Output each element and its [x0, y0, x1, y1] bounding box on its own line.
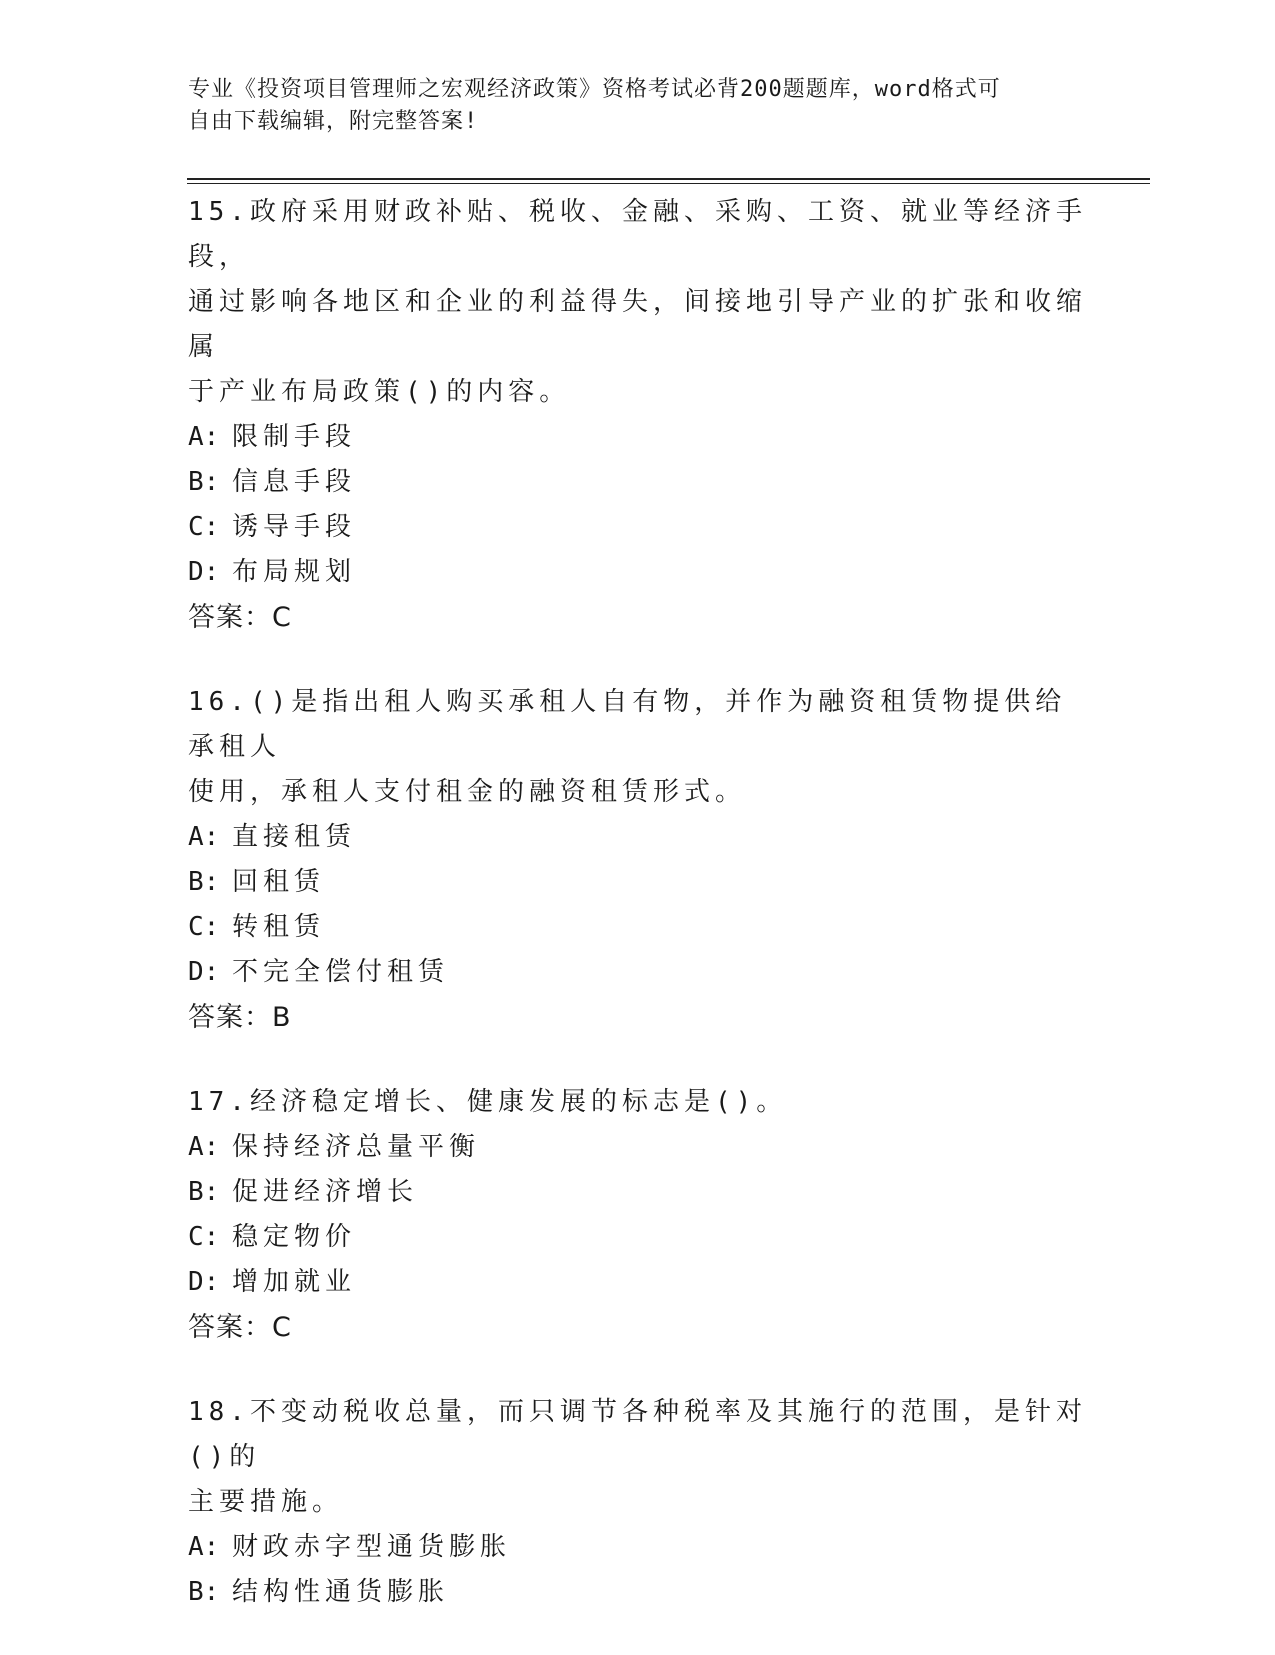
option-letter: D:: [188, 557, 220, 587]
question-line: 18.不变动税收总量，而只调节各种税率及其施行的范围，是针对()的: [188, 1397, 1087, 1472]
answer: 答案：C: [188, 602, 292, 633]
option-c: [188, 905, 1088, 950]
option-letter: C:: [188, 512, 220, 542]
question-16: [188, 680, 1088, 1040]
option-letter: C:: [188, 912, 220, 942]
option-letter: B:: [188, 867, 220, 897]
option-text: 增加就业: [232, 1267, 357, 1297]
option-text: 诱导手段: [232, 512, 357, 542]
option-c: [188, 1215, 1088, 1260]
option-a: [188, 1125, 1088, 1170]
option-text: 财政赤字型通货膨胀: [232, 1532, 512, 1562]
question-text: [188, 190, 1088, 415]
option-text: 促进经济增长: [232, 1177, 419, 1207]
option-text: 限制手段: [232, 422, 357, 452]
question-15: [188, 190, 1088, 640]
option-letter: A:: [188, 1132, 220, 1162]
option-letter: C:: [188, 1222, 220, 1252]
option-letter: D:: [188, 957, 220, 987]
option-text: 布局规划: [232, 557, 357, 587]
option-text: 转租赁: [232, 912, 326, 942]
option-a: [188, 815, 1088, 860]
option-b: [188, 460, 1088, 505]
question-text: [188, 1390, 1088, 1525]
option-text: 保持经济总量平衡: [232, 1132, 481, 1162]
option-text: 回租赁: [232, 867, 326, 897]
option-letter: A:: [188, 422, 220, 452]
question-text: [188, 680, 1088, 815]
header-rule-thick: [187, 178, 1150, 180]
question-line: 使用，承租人支付租金的融资租赁形式。: [188, 777, 747, 807]
option-letter: B:: [188, 1177, 220, 1207]
option-d: [188, 1260, 1088, 1305]
question-line: 通过影响各地区和企业的利益得失，间接地引导产业的扩张和收缩属: [188, 287, 1088, 362]
question-line: 主要措施。: [188, 1487, 344, 1517]
answer: 答案：B: [188, 1002, 292, 1033]
question-line: 16.()是指出租人购买承租人自有物，并作为融资租赁物提供给承租人: [188, 687, 1067, 762]
option-a: [188, 1525, 1088, 1570]
option-d: [188, 950, 1088, 995]
option-text: 稳定物价: [232, 1222, 357, 1252]
option-letter: A:: [188, 1532, 220, 1562]
document-header: [188, 74, 1068, 138]
option-letter: D:: [188, 1267, 220, 1297]
answer: 答案：C: [188, 1312, 292, 1343]
option-a: [188, 415, 1088, 460]
option-letter: B:: [188, 467, 220, 497]
question-text: [188, 1080, 1088, 1125]
header-rule-thin: [187, 183, 1150, 184]
option-b: [188, 1170, 1088, 1215]
question-line: 15.政府采用财政补贴、税收、金融、采购、工资、就业等经济手段，: [188, 197, 1087, 272]
option-d: [188, 550, 1088, 595]
question-18: [188, 1390, 1088, 1615]
option-c: [188, 505, 1088, 550]
option-letter: A:: [188, 822, 220, 852]
option-text: 信息手段: [232, 467, 357, 497]
option-text: 直接租赁: [232, 822, 357, 852]
question-line: 于产业布局政策()的内容。: [188, 377, 571, 407]
question-list: [188, 190, 1088, 1655]
header-line-1: 专业《投资项目管理师之宏观经济政策》资格考试必背200题题库，word格式可: [188, 77, 1001, 102]
option-letter: B:: [188, 1577, 220, 1607]
option-text: 不完全偿付租赁: [232, 957, 450, 987]
option-text: 结构性通货膨胀: [232, 1577, 450, 1607]
option-b: [188, 1570, 1088, 1615]
option-b: [188, 860, 1088, 905]
question-line: 17.经济稳定增长、健康发展的标志是()。: [188, 1087, 788, 1117]
header-line-2: 自由下载编辑，附完整答案!: [188, 109, 479, 134]
question-17: [188, 1080, 1088, 1350]
